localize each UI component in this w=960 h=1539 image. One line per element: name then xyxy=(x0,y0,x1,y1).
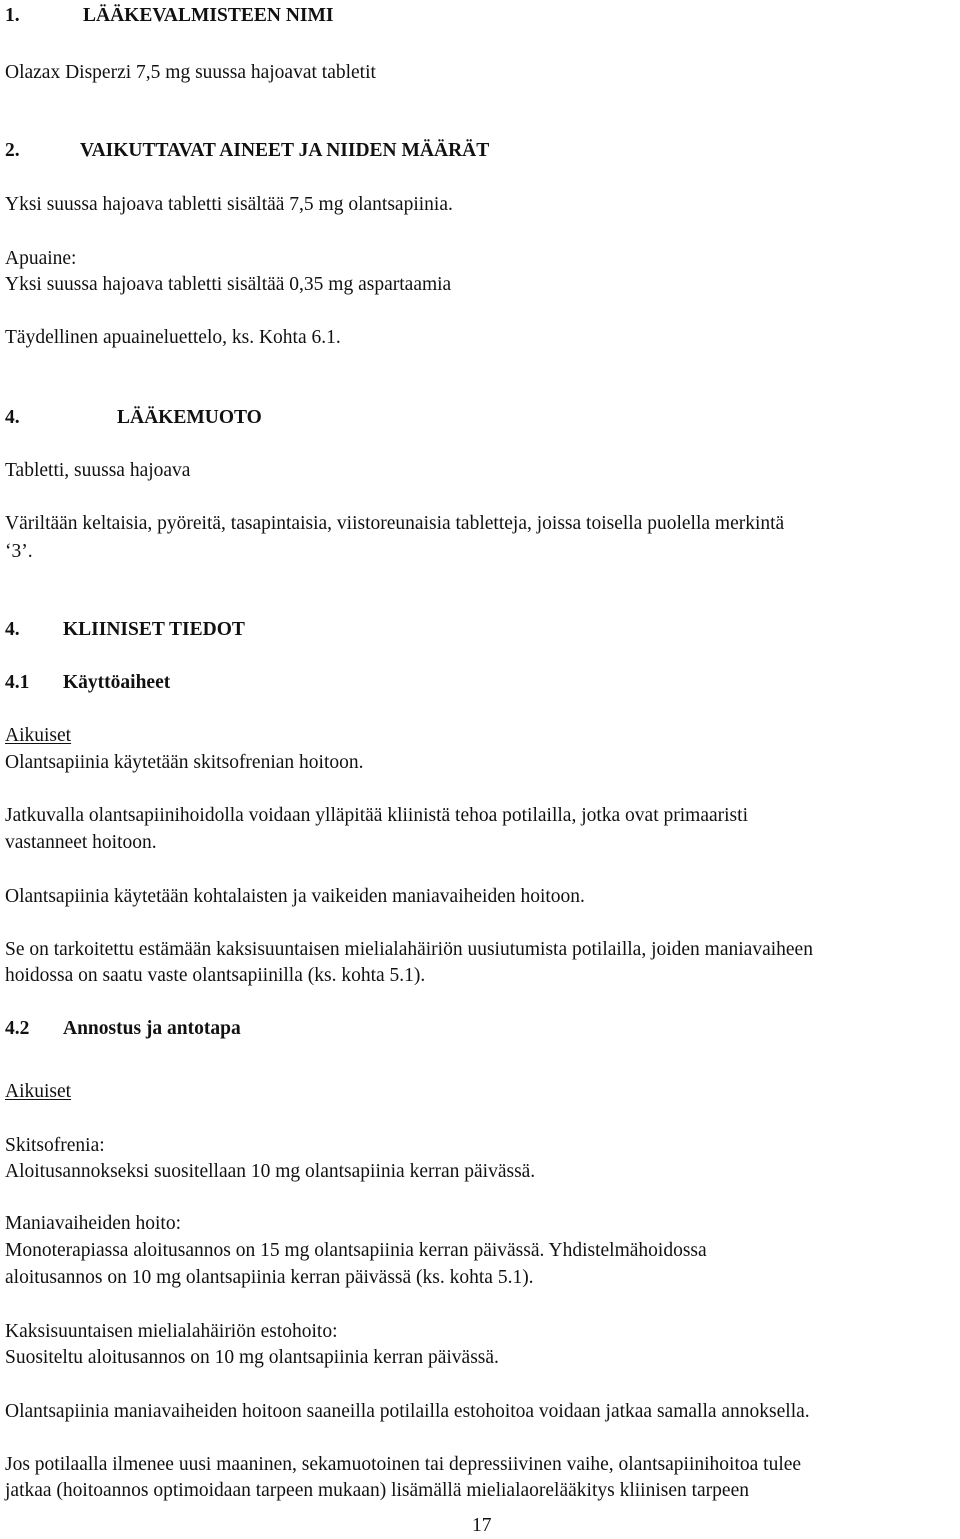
excipient-list-reference: Täydellinen apuaineluettelo, ks. Kohta 6.1. xyxy=(5,327,341,348)
section-title: LÄÄKEMUOTO xyxy=(117,407,262,428)
dosing-text: Monoterapiassa aloitusannos on 15 mg olantsapiinia kerran päivässä. Yhdistelmähoidossa xyxy=(5,1240,707,1261)
section-1-heading xyxy=(5,3,333,29)
section-number: 2. xyxy=(5,140,20,161)
dosing-label-bipolar: Kaksisuuntaisen mielialahäiriön estohoito: xyxy=(5,1321,338,1342)
indication-text: Olantsapiinia käytetään skitsofrenian hoitoon. xyxy=(5,752,364,773)
section-title: Annostus ja antotapa xyxy=(63,1018,241,1039)
composition-text: Yksi suussa hajoava tabletti sisältää 7,5 mg olantsapiinia. xyxy=(5,194,453,215)
dosing-label-schizophrenia: Skitsofrenia: xyxy=(5,1135,105,1156)
section-number: 4. xyxy=(5,407,20,428)
indication-text: Jatkuvalla olantsapiinihoidolla voidaan ylläpitää kliinistä tehoa potilailla, jotka ovat primaaristi xyxy=(5,805,748,826)
dosing-text: Olantsapiinia maniavaiheiden hoitoon saaneilla potilailla estohoitoa voidaan jatkaa samalla annoksella. xyxy=(5,1401,810,1422)
section-title: KLIINISET TIEDOT xyxy=(63,619,245,640)
page-number: 17 xyxy=(472,1515,492,1536)
section-title: Käyttöaiheet xyxy=(63,672,171,693)
section-4-heading xyxy=(5,617,245,643)
subheading-adults: Aikuiset xyxy=(5,725,72,746)
section-4-2-heading xyxy=(5,1016,241,1042)
section-title: LÄÄKEVALMISTEEN NIMI xyxy=(83,5,334,26)
section-number: 4.1 xyxy=(5,672,30,693)
section-number: 4. xyxy=(5,619,20,640)
appearance-text-line-2: ‘3’. xyxy=(5,541,33,562)
dosing-text: Aloitusannokseksi suositellaan 10 mg olantsapiinia kerran päivässä. xyxy=(5,1161,536,1182)
section-2-heading xyxy=(5,138,489,164)
dosing-text: jatkaa (hoitoannos optimoidaan tarpeen mukaan) lisämällä mielialaorelääkitys kliinisen tarpeen xyxy=(5,1480,749,1501)
form-text: Tabletti, suussa hajoava xyxy=(5,460,191,481)
indication-text: Olantsapiinia käytetään kohtalaisten ja vaikeiden maniavaiheiden hoitoon. xyxy=(5,886,585,907)
appearance-text-line-1: Väriltään keltaisia, pyöreitä, tasapintaisia, viistoreunaisia tabletteja, joissa toisella puolella merkintä xyxy=(5,513,785,534)
section-title: VAIKUTTAVAT AINEET JA NIIDEN MÄÄRÄT xyxy=(80,140,490,161)
dosing-text: Suositeltu aloitusannos on 10 mg olantsapiinia kerran päivässä. xyxy=(5,1347,499,1368)
indication-text: vastanneet hoitoon. xyxy=(5,832,157,853)
excipient-label: Apuaine: xyxy=(5,248,77,269)
section-number: 1. xyxy=(5,5,20,26)
dosing-text: Jos potilaalla ilmenee uusi maaninen, sekamuotoinen tai depressiivinen vaihe, olantsapiinihoitoa tulee xyxy=(5,1454,802,1475)
section-4-1-heading xyxy=(5,670,170,696)
subheading-adults: Aikuiset xyxy=(5,1081,72,1102)
excipient-text: Yksi suussa hajoava tabletti sisältää 0,35 mg aspartaamia xyxy=(5,274,452,295)
indication-text: Se on tarkoitettu estämään kaksisuuntaisen mielialahäiriön uusiutumista potilailla, joiden maniavaiheen xyxy=(5,939,813,960)
dosing-text: aloitusannos on 10 mg olantsapiinia kerran päivässä (ks. kohta 5.1). xyxy=(5,1267,534,1288)
indication-text: hoidossa on saatu vaste olantsapiinilla (ks. kohta 5.1). xyxy=(5,965,426,986)
dosing-label-mania: Maniavaiheiden hoito: xyxy=(5,1213,181,1234)
section-number: 4.2 xyxy=(5,1018,30,1039)
section-pharmaceutical-form-heading xyxy=(5,405,262,431)
product-name: Olazax Disperzi 7,5 mg suussa hajoavat tabletit xyxy=(5,62,376,83)
